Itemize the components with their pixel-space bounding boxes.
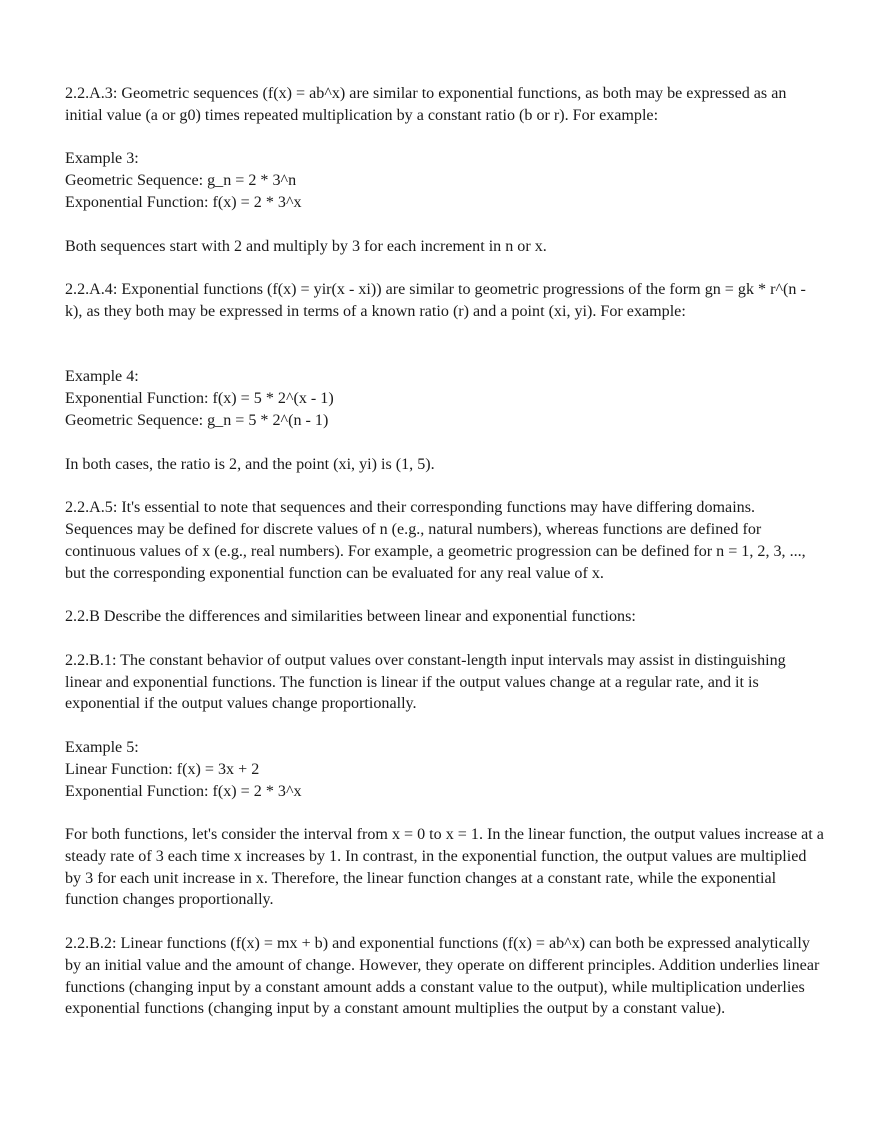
spacer [65, 911, 825, 933]
example-5-line-2: Exponential Function: f(x) = 2 * 3^x [65, 782, 302, 800]
example-4-line-2: Geometric Sequence: g_n = 5 * 2^(n - 1) [65, 411, 329, 429]
example-3-line-2: Exponential Function: f(x) = 2 * 3^x [65, 193, 302, 211]
paragraph-2-2-a-3: 2.2.A.3: Geometric sequences (f(x) = ab^x) are similar to exponential functions, as both may be expressed as an initial value (a or g0) times repeated multiplication by a constant ratio (b or r). For example: [65, 85, 787, 124]
spacer [65, 715, 825, 737]
paragraph-2-2-a-5: 2.2.A.5: It's essential to note that sequences and their corresponding functions may have differing domains. Sequences may be defined for discrete values of n (e.g., natural numbers), whereas functions are defined for continuous values of x (e.g., real numbers). For example, a geometric progression can be defined for n = 1, 2, 3, ..., but the corresponding exponential function can be evaluated for any real value of x. [65, 499, 806, 582]
spacer [65, 802, 825, 824]
spacer [65, 214, 825, 236]
example-4-title: Example 4: [65, 368, 139, 386]
spacer [65, 127, 825, 149]
example-3-note: Both sequences start with 2 and multiply by 3 for each increment in n or x. [65, 237, 547, 255]
example-5-title: Example 5: [65, 738, 139, 756]
example-5-line-1: Linear Function: f(x) = 3x + 2 [65, 760, 260, 778]
example-4-line-1: Exponential Function: f(x) = 5 * 2^(x - 1) [65, 390, 334, 408]
spacer [65, 475, 825, 497]
paragraph-2-2-a-4: 2.2.A.4: Exponential functions (f(x) = yir(x - xi)) are similar to geometric progressions of the form gn = gk * r^(n - k), as they both may be expressed in terms of a known ratio (r) and a point (xi, yi). For example: [65, 281, 806, 320]
spacer [65, 432, 825, 454]
example-3-line-1: Geometric Sequence: g_n = 2 * 3^n [65, 172, 297, 190]
spacer [65, 257, 825, 279]
document-page [65, 83, 825, 1020]
example-4-note: In both cases, the ratio is 2, and the point (xi, yi) is (1, 5). [65, 455, 435, 473]
paragraph-2-2-b: 2.2.B Describe the differences and similarities between linear and exponential functions: [65, 608, 636, 626]
paragraph-2-2-b-2: 2.2.B.2: Linear functions (f(x) = mx + b) and exponential functions (f(x) = ab^x) can both be expressed analytically by an initial value and the amount of change. However, they operate on different principles. Addition underlies linear functions (changing input by a constant amount adds a constant value to the output), while multiplication underlies exponential functions (changing input by a constant amount multiplies the output by a constant value). [65, 935, 820, 1018]
paragraph-2-2-b-1: 2.2.B.1: The constant behavior of output values over constant-length input intervals may assist in distinguishing linear and exponential functions. The function is linear if the output values change at a regular rate, and it is exponential if the output values change proportionally. [65, 651, 786, 713]
spacer [65, 628, 825, 650]
example-5-note: For both functions, let's consider the interval from x = 0 to x = 1. In the linear function, the output values increase at a steady rate of 3 each time x increases by 1. In contrast, in the exponential function, the output values are multiplied by 3 for each unit increase in x. Therefore, the linear function changes at a constant rate, while the exponential function changes proportionally. [65, 826, 824, 909]
example-3-title: Example 3: [65, 150, 139, 168]
spacer [65, 584, 825, 606]
spacer [65, 323, 825, 367]
